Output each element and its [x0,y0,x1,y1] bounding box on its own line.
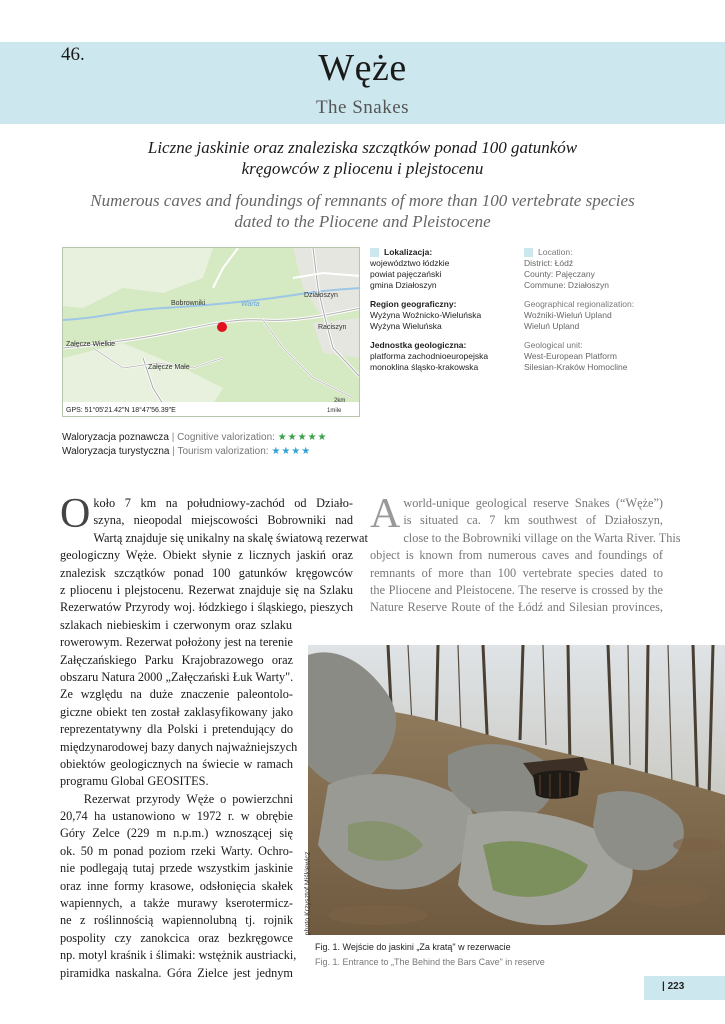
figure-caption-polish: Fig. 1. Wejście do jaskini „Za kratą" w rezerwacie [315,942,511,952]
page-title-english: The Snakes [315,97,410,118]
map-label-bobrowniki: Bobrowniki [171,300,206,307]
map-label-dzialoszyn: Działoszyn [304,292,338,299]
map-label-raciszyn: Raciszyn [318,324,347,331]
photo-credit: photo Krzysztof Miśkiewicz [304,851,312,936]
dropcap-english: A [370,491,401,537]
cognitive-stars-icon: ★★★★★ [277,432,328,443]
map-label-zalecze-male: Załęcze Małe [148,364,190,371]
map-label-river: Warta [241,301,260,308]
body-text-english: A world-unique geological reserve Snakes (“Węże”) is situated ca. 7 km southwest of Działoszyn, close to the Bobrowniki village on the Warta River. This object is known from numerous caves and foundings of remnants of more than 100 vertebrate species dated to the Pliocene and Pleistocene. The reserve is crossed by the Nature Reserve Route of the Łódź and Silesian provinces, [370,491,681,615]
info-english: Location: District: Łódź County: Pajęczany Commune: Działoszyn Geographical regionalization: Woźniki-Wieluń Upland Wieluń Upland Geological unit: West-European Platform Silesian-Kraków Homocline [524,247,635,372]
body-text-polish: O koło 7 km na południowy-zachód od Działo- szyna, nieopodal miejscowości Bobrowniki nad Wartą znajduje się unikalny na skalę światową rezerwat geologiczny Węże. Obiekt słynie z licznych jaskiń oraz znalezisk szczątków ponad 100 gatunków kręgowców z pliocenu i plejstocenu. Rezerwat znajduje się na Szlaku Rezerwatów Przyrody woj. łódzkiego i śląskiego, pieszych szlakach niebieskim i czerwonym oraz szlaku [60,491,368,632]
page-title: Węże [318,47,407,89]
location-marker [217,322,227,332]
subtitle-english: Numerous caves and foundings of remnants of more than 100 vertebrate species dated to the Pliocene and Pleistocene [90,191,635,231]
body-text-polish-narrow: rowerowym. Rezerwat położony jest na terenie Załęczańskiego Parku Krajobrazowego oraz obszaru Natura 2000 „Załęczański Łuk Warty". Ze względu na duże znaczenie paleontolo- giczne obiekt ten został zaklasyfikowany jako reprezentatywny dla Polski i pretendujący do międzynarodowej bazy danych najważniejszych obiektów geologicznych na świecie w ramach programu Global GEOSITES. Rezerwat przyrody Węże o powierzchni 20,74 ha ustanowiono w 1972 r. w obrębie Góry Zelce (229 m n.p.m.) wznoszącej się ok. 50 m ponad poziom rzeki Warty. Ochro- nie podlegają tutaj przede wszystkim jaskinie oraz inne formy krasowe, odsłonięcia skałek wapiennych, a także murawy kserotermicz- ne z roślinnością wapiennolubną tj. rojnik pospolity czy zanokcica oraz bezkręgowce np. motyl kraśnik i ślimaki: wstężnik austriacki, piramidka naskalna. Góra Zielce jest jednym [60,635,298,980]
valorization-tourism: Waloryzacja turystyczna | Tourism valorization: ★★★★ [62,446,312,457]
square-bullet-icon [370,248,379,257]
gps-coordinates: GPS: 51°05'21.42"N 18°47'56.39"E [66,407,176,414]
valorization-cognitive: Waloryzacja poznawcza | Cognitive valorization: ★★★★★ [62,432,328,443]
tourism-stars-icon: ★★★★ [271,446,312,457]
page-number: | 223 [662,981,685,992]
subtitle-polish: Liczne jaskinie oraz znaleziska szczątków ponad 100 gatunków kręgowców z pliocenu i plejstocenu [147,138,578,178]
info-polish: Lokalizacja: województwo łódzkie powiat pajęczański gmina Działoszyn Region geograficzny: Wyżyna Woźnicko-Wieluńska Wyżyna Wieluńska Jednostka geologiczna: platforma zachodnioeuropejska monoklina śląsko-krakowska [370,247,489,372]
square-bullet-icon [524,248,533,257]
map-label-zalecze-wielkie: Załęcze Wielkie [66,341,116,348]
map-graphic [63,248,360,417]
location-map [62,247,360,417]
cave-entrance-photo [308,645,725,935]
footer-tab [644,976,725,1000]
map-scale-mile: 1mile [327,408,342,414]
map-scale-km: 2km [334,398,346,404]
figure-caption-english: Fig. 1. Entrance to „The Behind the Bars Cave" in reserve [315,957,545,967]
photo-graphic [308,645,725,935]
chapter-number: 46. [61,44,85,65]
dropcap-polish: O [60,491,91,537]
